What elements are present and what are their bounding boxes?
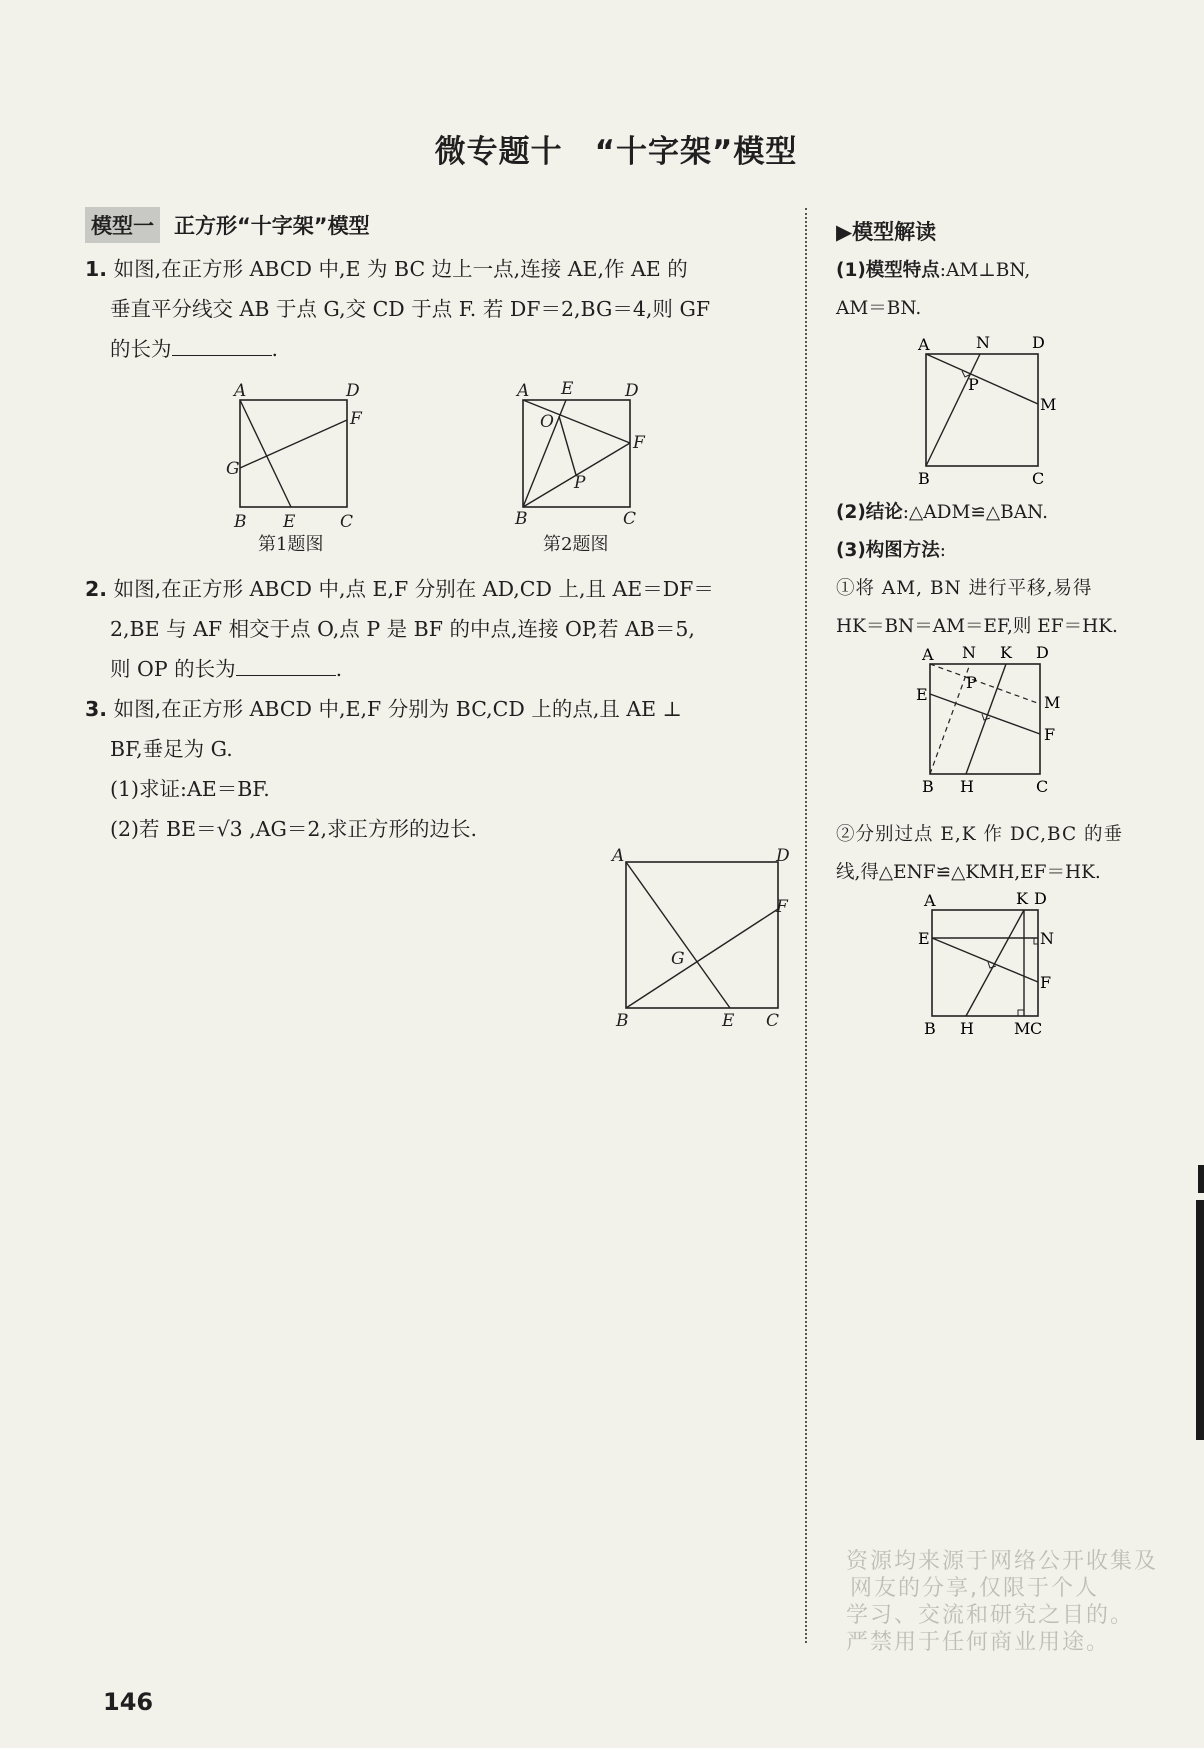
label-E: E [722, 1011, 735, 1031]
figure-row-spacer [85, 369, 790, 569]
sidebar-figure-1 [836, 328, 1166, 536]
label-A: A [918, 335, 930, 354]
q3-number: 3. [85, 697, 108, 721]
method1-line2: HK＝BN＝AM＝EF,则 EF＝HK. [836, 616, 1118, 637]
label-H: H [960, 777, 974, 796]
q1-end: . [271, 337, 279, 361]
label-A: A [922, 645, 934, 664]
s2-label: (2)结论 [836, 502, 903, 523]
sidebar-heading: ▶模型解读 [836, 220, 937, 244]
q2-number: 2. [85, 577, 108, 601]
label-E: E [918, 929, 930, 948]
label-P: P [968, 375, 979, 394]
sidebar-figure-3-diagram [836, 888, 1076, 1063]
edge-tab-marker [1198, 1165, 1204, 1193]
label-C: C [1030, 1019, 1043, 1038]
s1-text: :AM⊥BN, [939, 260, 1031, 281]
figure-q3 [606, 842, 796, 1036]
watermark-line: 严禁用于任何商业用途。 [846, 1630, 1111, 1655]
label-H: H [960, 1019, 974, 1038]
label-N: N [1040, 929, 1054, 948]
sidebar-model-explanation [836, 212, 1166, 1067]
q1-line2: 垂直平分线交 AB 于点 G,交 CD 于点 F. 若 DF＝2,BG＝4,则 GF [110, 297, 711, 321]
label-G: G [671, 949, 685, 969]
label-D: D [1032, 333, 1045, 352]
label-C: C [1032, 469, 1045, 488]
q1-line3: 的长为 [110, 337, 172, 361]
q3-part2: (2)若 BE＝√3 ,AG＝2,求正方形的边长. [110, 817, 477, 841]
q3-line2: BF,垂足为 G. [110, 737, 233, 761]
q3-line1: 如图,在正方形 ABCD 中,E,F 分别为 BC,CD 上的点,且 AE ⊥ [113, 697, 682, 721]
label-B: B [918, 469, 930, 488]
sidebar-figure-1-diagram [836, 324, 1076, 532]
sidebar-figure-3 [836, 889, 1166, 1067]
label-C: C [340, 512, 354, 532]
label-F: F [633, 433, 645, 453]
label-F: F [1040, 973, 1052, 992]
label-F: F [776, 897, 788, 917]
label-D: D [346, 381, 360, 401]
label-P: P [574, 473, 586, 493]
q2-line2: 2,BE 与 AF 相交于点 O,点 P 是 BF 的中点,连接 OP,若 AB＝5, [110, 617, 695, 641]
page-number: 146 [103, 1688, 154, 1716]
s3-label: (3)构图方法 [836, 540, 940, 561]
label-B: B [922, 777, 934, 796]
figure-q2 [503, 378, 653, 562]
q1-line1: 如图,在正方形 ABCD 中,E 为 BC 边上一点,连接 AE,作 AE 的 [113, 257, 688, 281]
method1-line1: ①将 AM, BN 进行平移,易得 [836, 578, 1093, 599]
s1-label: (1)模型特点 [836, 260, 940, 281]
label-A: A [924, 891, 936, 910]
label-B: B [515, 509, 528, 529]
q2-line3: 则 OP 的长为 [110, 657, 236, 681]
edge-tab-bar [1196, 1200, 1204, 1440]
label-M: M [1014, 1019, 1031, 1038]
main-column [85, 205, 790, 849]
column-divider [805, 208, 807, 1643]
q3-part1: (1)求证:AE＝BF. [110, 777, 270, 801]
label-P: P [966, 673, 977, 692]
sidebar-figure-2 [836, 643, 1166, 816]
label-N: N [962, 643, 976, 662]
label-C: C [623, 509, 637, 529]
model-header [85, 205, 790, 245]
figure-q2-caption: 第2题图 [543, 534, 609, 555]
label-A: A [612, 846, 625, 866]
label-E: E [283, 512, 296, 532]
label-D: D [1034, 889, 1047, 908]
s2-text: :△ADM≌△BAN. [902, 502, 1048, 523]
s1-text2: AM＝BN. [836, 298, 922, 319]
label-K: K [1016, 889, 1028, 908]
sidebar-figure-2-diagram [836, 642, 1076, 817]
label-E: E [916, 685, 928, 704]
answer-blank-2[interactable] [236, 653, 336, 676]
label-A: A [234, 381, 247, 401]
method2-line2: 线,得△ENF≌△KMH,EF＝HK. [836, 862, 1101, 883]
figure-q3-diagram [606, 842, 796, 1032]
label-O: O [540, 412, 554, 432]
label-F: F [1044, 725, 1056, 744]
q1-number: 1. [85, 257, 108, 281]
label-M: M [1044, 693, 1061, 712]
label-G: G [226, 459, 240, 479]
s3-text: : [939, 540, 947, 561]
watermark-line: 网友的分享,仅限于个人 [850, 1576, 1099, 1601]
label-A: A [517, 381, 530, 401]
label-B: B [234, 512, 247, 532]
label-E: E [561, 379, 574, 399]
label-N: N [976, 333, 990, 352]
page-title: 微专题十 “十字架”模型 [434, 134, 798, 170]
label-C: C [1036, 777, 1049, 796]
figure-q1 [220, 378, 370, 562]
label-D: D [776, 846, 790, 866]
q2-line1: 如图,在正方形 ABCD 中,点 E,F 分别在 AD,CD 上,且 AE＝DF＝ [113, 577, 714, 601]
question-2 [85, 569, 790, 689]
model-title: 正方形“十字架”模型 [174, 214, 370, 238]
q2-end: . [335, 657, 343, 681]
watermark-text [846, 1548, 1204, 1656]
label-D: D [1036, 643, 1049, 662]
model-tag: 模型一 [85, 207, 160, 243]
answer-blank-1[interactable] [172, 333, 272, 356]
label-K: K [1000, 643, 1012, 662]
method2-line1: ②分别过点 E,K 作 DC,BC 的垂 [836, 824, 1124, 845]
label-F: F [350, 409, 362, 429]
watermark-line: 资源均来源于网络公开收集及 [846, 1549, 1159, 1574]
question-3 [85, 689, 790, 849]
figure-q1-caption: 第1题图 [258, 534, 324, 555]
label-M: M [1040, 395, 1057, 414]
label-C: C [766, 1011, 780, 1031]
question-1 [85, 249, 790, 369]
label-D: D [625, 381, 639, 401]
label-B: B [924, 1019, 936, 1038]
label-B: B [616, 1011, 629, 1031]
watermark-line: 学习、交流和研究之目的。 [846, 1603, 1135, 1628]
